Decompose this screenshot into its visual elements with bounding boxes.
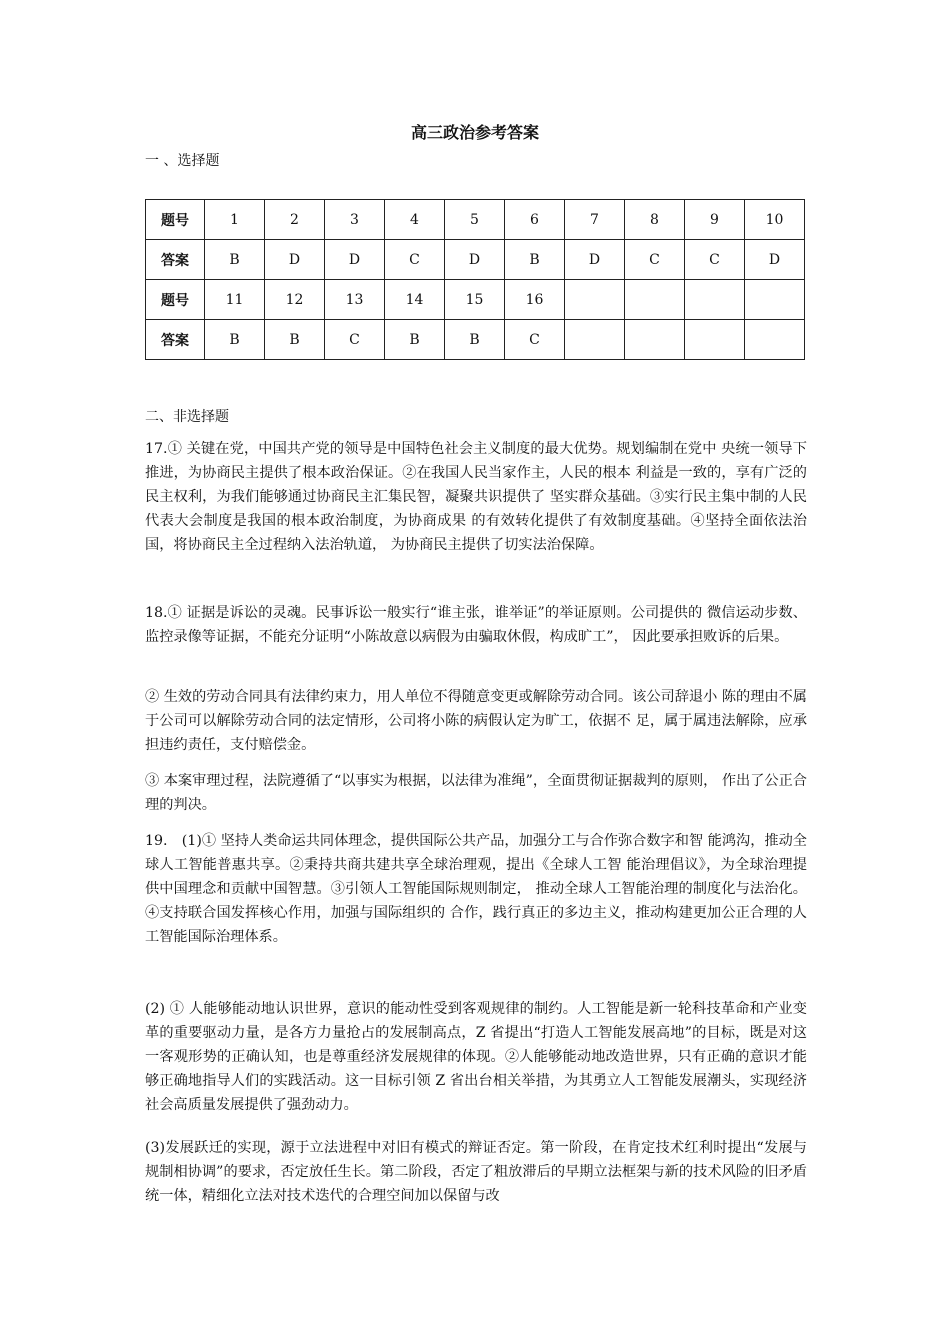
page-title: 高三政治参考答案 [410, 123, 539, 142]
table-cell: 11 [205, 280, 265, 320]
row-header: 题号 [146, 200, 205, 240]
answer-19-part-3: (3)发展跃迁的实现，源于立法进程中对旧有模式的辩证否定。第一阶段，在肯定技术红利时提出“发展与规制相协调”的要求，否定放任生长。第二阶段，否定了粗放滞后的早期立法框架与新的技术风险的旧矛盾统一体，精细化立法对技术迭代的合理空间加以保留与改 [145, 1140, 807, 1204]
table-row [146, 280, 805, 320]
table-cell: B [265, 320, 325, 360]
table-cell: D [565, 240, 625, 280]
table-cell: D [745, 240, 805, 280]
table-cell: 5 [445, 200, 505, 240]
table-cell: C [685, 240, 745, 280]
table-cell: 16 [505, 280, 565, 320]
answer-18-part-3: ③ 本案审理过程，法院遵循了“以事实为根据，以法律为准绳”，全面贯彻证据裁判的原则， 作出了公正合理的判决。 [145, 773, 807, 813]
answer-table [145, 199, 805, 360]
table-cell [565, 280, 625, 320]
table-cell [565, 320, 625, 360]
table-cell: B [205, 240, 265, 280]
table-cell: C [325, 320, 385, 360]
table-cell [685, 280, 745, 320]
table-cell: 2 [265, 200, 325, 240]
table-cell: B [445, 320, 505, 360]
table-cell: 3 [325, 200, 385, 240]
table-cell: D [445, 240, 505, 280]
table-cell: 14 [385, 280, 445, 320]
table-cell [625, 320, 685, 360]
table-cell: 6 [505, 200, 565, 240]
table-cell: B [385, 320, 445, 360]
table-cell: 10 [745, 200, 805, 240]
row-header: 答案 [146, 320, 205, 360]
answer-19-part-2: (2) ① 人能够能动地认识世界，意识的能动性受到客观规律的制约。人工智能是新一轮科技革命和产业变革的重要驱动力量，是各方力量抢占的发展制高点，Z 省提出“打造人工智能发展高地”的目标，既是对这一客观形势的正确认知，也是尊重经济发展规律的体现。②人能够能动地改造世界，只有正确的意识才能够正确地指导人们的实践活动。这一目标引领 Z 省出台相关举措，为其勇立人工智能发展潮头，实现经济社会高质量发展提供了强劲动力。 [145, 1001, 807, 1113]
answer-19-part-1: 19. (1)① 坚持人类命运共同体理念，提供国际公共产品，加强分工与合作弥合数字和智 能鸿沟，推动全球人工智能普惠共享。②秉持共商共建共享全球治理观，提出《全球人工智 能治理倡议》，为全球治理提供中国理念和贡献中国智慧。③引领人工智能国际规则制定， 推动全球人工智能治理的制度化与法治化。④支持联合国发挥核心作用，加强与国际组织的 合作，践行真正的多边主义，推动构建更加公正合理的人工智能国际治理体系。 [145, 833, 807, 945]
table-cell [745, 280, 805, 320]
table-cell: D [265, 240, 325, 280]
row-header: 题号 [146, 280, 205, 320]
table-cell: 8 [625, 200, 685, 240]
table-row [146, 320, 805, 360]
table-cell: D [325, 240, 385, 280]
table-cell: 9 [685, 200, 745, 240]
section-heading-choice: 一 、选择题 [145, 153, 220, 169]
answer-17: 17.① 关键在党，中国共产党的领导是中国特色社会主义制度的最大优势。规划编制在党中 央统一领导下推进，为协商民主提供了根本政治保证。②在我国人民当家作主，人民的根本 利益是一致的，享有广泛的民主权利，为我们能够通过协商民主汇集民智，凝聚共识提供了 坚实群众基础。③实行民主集中制的人民代表大会制度是我国的根本政治制度，为协商成果 的有效转化提供了有效制度基础。④坚持全面依法治国，将协商民主全过程纳入法治轨道， 为协商民主提供了切实法治保障。 [145, 441, 807, 553]
answer-18-part-2: ② 生效的劳动合同具有法律约束力，用人单位不得随意变更或解除劳动合同。该公司辞退小 陈的理由不属于公司可以解除劳动合同的法定情形，公司将小陈的病假认定为旷工，依据不 足，属于属违法解除，应承担违约责任，支付赔偿金。 [145, 689, 807, 753]
row-header: 答案 [146, 240, 205, 280]
table-cell: C [385, 240, 445, 280]
table-row [146, 240, 805, 280]
table-cell: 15 [445, 280, 505, 320]
table-cell: B [505, 240, 565, 280]
table-cell: B [205, 320, 265, 360]
table-cell: 4 [385, 200, 445, 240]
table-cell: 12 [265, 280, 325, 320]
table-row [146, 200, 805, 240]
section-heading-nonchoice: 二、非选择题 [145, 409, 229, 425]
table-cell [745, 320, 805, 360]
table-cell: C [505, 320, 565, 360]
table-cell [625, 280, 685, 320]
table-cell: 7 [565, 200, 625, 240]
table-cell [685, 320, 745, 360]
table-cell: 13 [325, 280, 385, 320]
table-cell: 1 [205, 200, 265, 240]
table-cell: C [625, 240, 685, 280]
answer-18-part-1: 18.① 证据是诉讼的灵魂。民事诉讼一般实行“谁主张，谁举证”的举证原则。公司提供的 微信运动步数、监控录像等证据，不能充分证明“小陈故意以病假为由骗取休假，构成旷工”， 因此要承担败诉的后果。 [145, 605, 807, 645]
